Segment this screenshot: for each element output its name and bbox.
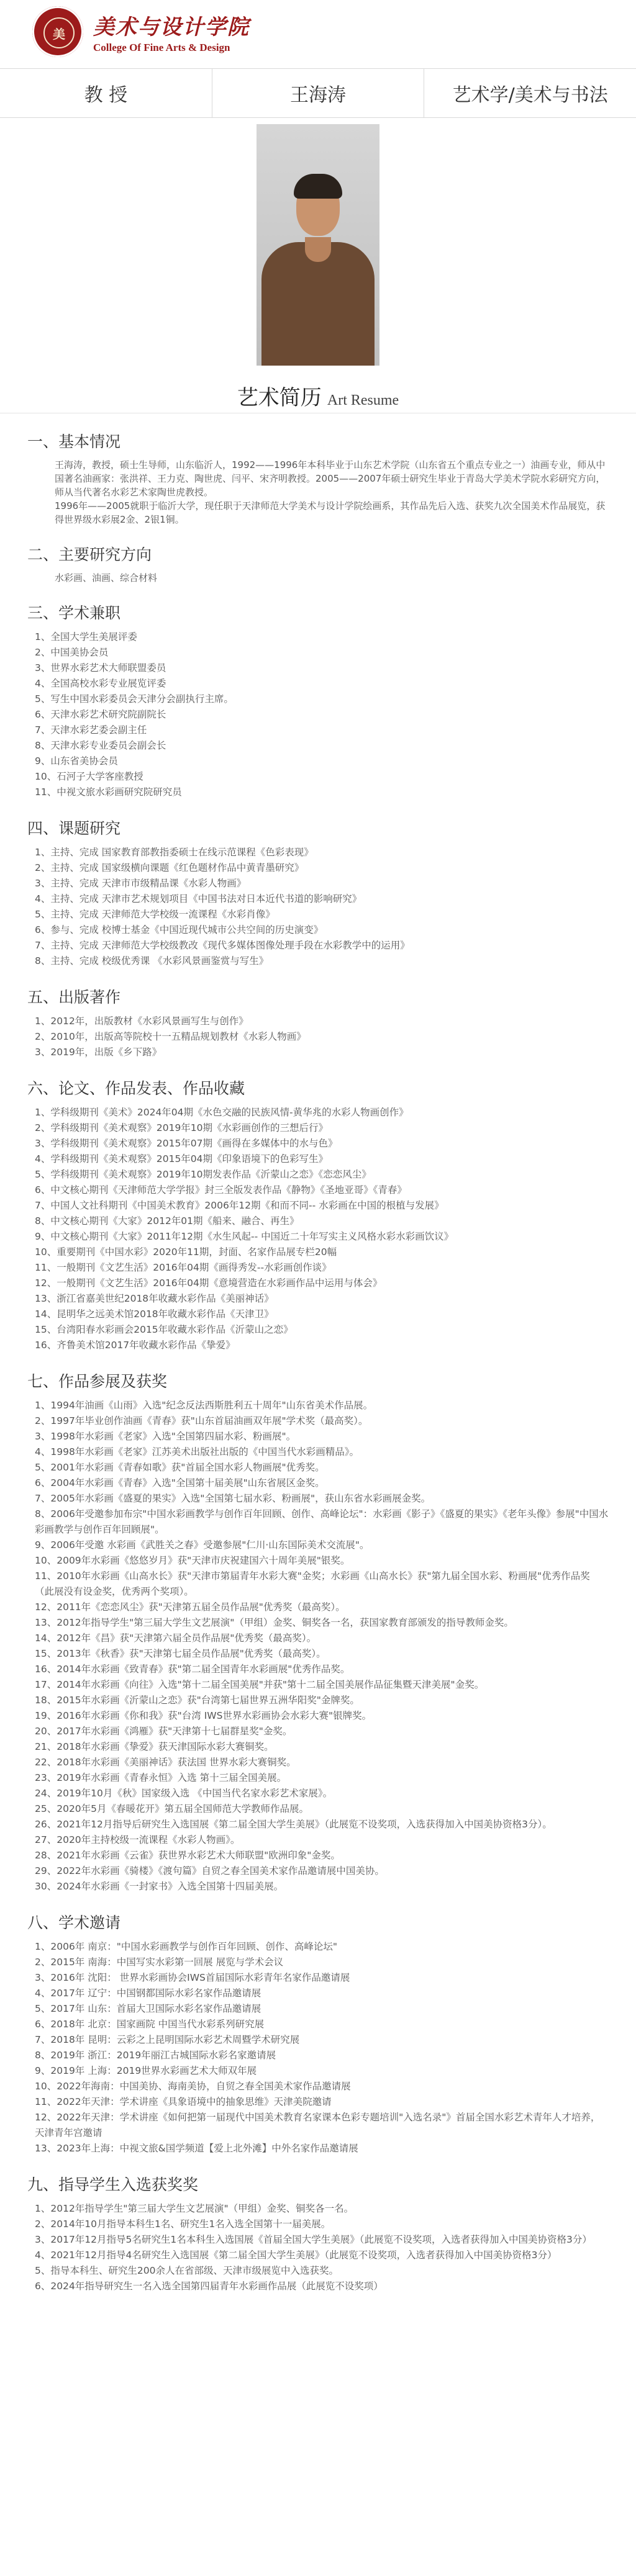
list-item: 12、一般期刊《文艺生活》2016年04期《意境营造在水彩画作品中运用与体会》	[35, 1277, 383, 1289]
list-item: 2、2010年，出版高等院校十一五精品规划教材《水彩人物画》	[35, 1031, 306, 1042]
list-item: 3、1998年水彩画《老家》入选"全国第四届水彩、粉画展"。	[35, 1431, 296, 1442]
list-item: 1、2012年，出版教材《水彩风景画写生与创作》	[35, 1016, 248, 1027]
list-item: 17、2014年水彩画《向往》入选"第十二届全国美展"并获"第十二届全国美展作品征集暨天津美展"金奖。	[35, 1679, 484, 1690]
list-item: 7、天津水彩艺委会副主任	[35, 724, 147, 736]
list-item: 1、1994年油画《山雨》入选"纪念反法西斯胜利五十周年"山东省美术作品展。	[35, 1400, 373, 1411]
name-cell: 王海涛	[212, 69, 425, 117]
list-item: 2、1997年毕业创作油画《青春》获"山东首届油画双年展"学术奖（最高奖）。	[35, 1415, 368, 1426]
list-item: 4、学科级期刊《美术观察》2015年04期《印象语境下的色彩写生》	[35, 1153, 329, 1164]
school-name-en: College Of Fine Arts & Design	[93, 41, 230, 53]
logo-text	[93, 10, 250, 54]
list-item: 9、2006年受邀 水彩画《武胜关之春》受邀参展"仁川·山东国际美术交流展"。	[35, 1539, 370, 1551]
section-title: 七、作品参展及获奖	[27, 1372, 168, 1390]
section-title: 八、学术邀请	[27, 1914, 121, 1932]
list-item: 1、学科级期刊《美术》2024年04期《水色交融的民族风情-黄华兆的水彩人物画创作》	[35, 1107, 409, 1118]
list-item: 10、重要期刊《中国水彩》2020年11期，封面、名家作品展专栏20幅	[35, 1246, 337, 1258]
list-item: 8、天津水彩专业委员会副会长	[35, 740, 166, 751]
portrait-container	[0, 124, 636, 366]
section-list	[27, 1014, 609, 1060]
list-item: 5、写生中国水彩委员会天津分会副执行主席。	[35, 693, 234, 705]
list-item: 18、2015年水彩画《沂蒙山之恋》获"台湾第七届世界五洲华阳奖"金牌奖。	[35, 1695, 360, 1706]
resume-heading	[0, 381, 636, 413]
list-item: 9、中文核心期刊《大家》2011年12期《水生风起-- 中国近二十年写实主义风格水彩水彩画饮议》	[35, 1231, 454, 1242]
section-list	[27, 1939, 609, 2156]
list-item: 13、浙江省嘉美世纪2018年收藏水彩作品《美丽神话》	[35, 1293, 274, 1304]
list-item: 29、2022年水彩画《骑楼》《渡句篇》自贸之春全国美术家作品邀请展中国美协。	[35, 1865, 384, 1876]
list-item: 5、学科级期刊《美术观察》2019年10期发表作品《沂蒙山之恋》《恋恋风尘》	[35, 1169, 371, 1180]
list-item: 2、主持、完成 国家级横向课题《红色题材作品中黄青墨研究》	[35, 862, 304, 873]
list-item: 8、2006年受邀参加布宗"中国水彩画教学与创作百年回顾、创作、高峰论坛"：水彩画《影子》《盛夏的果实》《老年头像》参展"中国水彩画教学与创作百年回顾展"。	[35, 1508, 609, 1535]
list-item: 4、2017年 辽宁：中国钢都国际水彩名家作品邀请展	[35, 1988, 261, 1999]
title-cell: 教 授	[0, 69, 212, 117]
section-list	[27, 2201, 609, 2294]
list-item: 11、中视文旅水彩画研究院研究员	[35, 786, 182, 798]
list-item: 25、2020年5月《春暖花开》第五届全国师范大学教师作品展。	[35, 1803, 309, 1814]
list-item: 4、1998年水彩画《老家》江苏美术出版社出版的《中国当代水彩画精品》。	[35, 1446, 360, 1457]
list-item: 5、主持、完成 天津师范大学校级一流课程《水彩肖像》	[35, 909, 275, 920]
list-item: 1、全国大学生美展评委	[35, 631, 137, 642]
list-item: 10、2022年海南：中国美协、海南美协，自贸之春全国美术家作品邀请展	[35, 2081, 351, 2092]
resume-content	[0, 430, 636, 2294]
school-logo[interactable]	[32, 6, 250, 57]
list-item: 8、主持、完成 校级优秀课 《水彩风景画鉴赏与写生》	[35, 955, 269, 966]
photo-hair	[294, 174, 342, 199]
list-item: 15、2013年《秋香》获"天津第七届全员作品展"优秀奖（最高奖）。	[35, 1648, 326, 1659]
section-title: 三、学术兼职	[27, 604, 121, 622]
section-title: 九、指导学生入选获奖奖	[27, 2176, 199, 2194]
list-item: 3、主持、完成 天津市市级精品课《水彩人物画》	[35, 878, 247, 889]
list-item: 19、2016年水彩画《你和我》获"台湾 IWS世界水彩画协会水彩大赛"银牌奖。	[35, 1710, 372, 1721]
list-item: 7、中国人文社科期刊《中国美术教育》2006年12期《和而不同-- 水彩画在中国的根植与发展》	[35, 1200, 444, 1211]
list-item: 3、学科级期刊《美术观察》2015年07期《画得在多媒体中的水与色》	[35, 1138, 338, 1149]
list-item: 2、2014年10月指导本科生1名、研究生1名入选全国第十一届美展。	[35, 2218, 331, 2230]
list-item: 16、齐鲁美术馆2017年收藏水彩作品《挚爱》	[35, 1340, 235, 1351]
list-item: 13、2023年上海：中视文旅&国学频道【爱上北外滩】中外名家作品邀请展	[35, 2143, 358, 2154]
list-item: 2、学科级期刊《美术观察》2019年10期《水彩画创作的三想后行》	[35, 1122, 329, 1133]
section-title: 一、基本情况	[27, 433, 121, 451]
list-item: 23、2019年水彩画《青春永恒》入选 第十三届全国美展。	[35, 1772, 287, 1783]
section-list	[27, 1398, 609, 1894]
list-item: 10、石河子大学客座教授	[35, 771, 143, 782]
list-item: 8、中文核心期刊《大家》2012年01期《船来、融合、再生》	[35, 1215, 299, 1227]
section-list	[27, 845, 609, 969]
list-item: 1、2006年 南京："中国水彩画教学与创作百年回顾、创作、高峰论坛"	[35, 1941, 337, 1952]
list-item: 10、2009年水彩画《悠悠岁月》获"天津市庆祝建国六十周年美展"银奖。	[35, 1555, 350, 1566]
list-item: 11、2022年天津：学术讲座《具象语境中的抽象思维》天津美院邀请	[35, 2096, 332, 2107]
section-title: 五、出版著作	[27, 988, 121, 1006]
photo-collar	[305, 237, 331, 262]
list-item: 7、2018年 昆明：云彩之上昆明国际水彩艺术周暨学术研究展	[35, 2034, 300, 2045]
list-item: 12、2011年《恋恋风尘》获"天津第五届全员作品展"优秀奖（最高奖）。	[35, 1601, 345, 1613]
list-item: 5、2017年 山东：首届大卫国际水彩名家作品邀请展	[35, 2003, 261, 2014]
list-item: 27、2020年主持校级一流课程《水彩人物画》。	[35, 1834, 240, 1845]
portrait-photo	[257, 124, 379, 366]
list-item: 3、2017年12月指导5名研究生1名本科生入选国展《首届全国大学生美展》（此展览不设奖项，入选者获得加入中国美协资格3分）	[35, 2234, 592, 2245]
list-item: 4、2021年12月指导4名研究生入选国展《第二届全国大学生美展》（此展览不设奖项，入选者获得加入中国美协资格3分）	[35, 2249, 557, 2261]
section-list	[27, 629, 609, 800]
list-item: 1、2012年指导学生"第三届大学生文艺展演"（甲组）金奖、铜奖各一名。	[35, 2203, 354, 2214]
list-item: 22、2018年水彩画《美丽神话》获法国 世界水彩大赛铜奖。	[35, 1757, 296, 1768]
list-item: 6、天津水彩艺术研究院副院长	[35, 709, 166, 720]
site-header	[0, 0, 636, 69]
list-item: 24、2019年10月《秋》国家级入选 《中国当代名家水彩艺术家展》。	[35, 1788, 333, 1799]
list-item: 30、2024年水彩画《一封家书》入选全国第十四届美展。	[35, 1881, 284, 1892]
list-item: 3、2016年 沈阳： 世界水彩画协会IWS首届国际水彩青年名家作品邀请展	[35, 1972, 350, 1983]
seal-icon	[32, 6, 83, 57]
list-item: 7、2005年水彩画《盛夏的果实》入选"全国第七届水彩、粉画展"，获山东省水彩画展金奖。	[35, 1493, 431, 1504]
list-item: 3、2019年，出版《乡下路》	[35, 1047, 162, 1058]
seal-mark: 美	[43, 17, 75, 48]
list-item: 1、主持、完成 国家教育部教指委硕士在线示范课程《色彩表现》	[35, 847, 314, 858]
list-item: 4、主持、完成 天津市艺术规划项目《中国书法对日本近代书道的影响研究》	[35, 893, 362, 904]
section-title: 四、课题研究	[27, 819, 121, 837]
list-item: 12、2022年天津：学术讲座《如何把第一届现代中国美术教育名家课本色彩专题培训"入选名录"》首届全国水彩艺术青年人才培养，天津青年宫邀请	[35, 2112, 601, 2138]
list-item: 3、世界水彩艺术大师联盟委员	[35, 662, 166, 673]
section-paragraph: 1996年——2005就职于临沂大学，现任职于天津师范大学美术与设计学院绘画系，其作品先后入选、获奖九次全国美术作品展览，获得世界级水彩展2金、2银1铜。	[55, 500, 606, 525]
list-item: 9、山东省美协会员	[35, 755, 118, 767]
section-paragraph: 王海涛，教授，硕士生导师，山东临沂人，1992——1996年本科毕业于山东艺术学院（山东省五个重点专业之一）油画专业，师从中国著名油画家：张洪祥、王力克、陶世虎、闫平、宋齐明教授。2005——2007年硕士研究生毕业于青岛大学美术学院水彩研究方向，师从当代著名水彩艺术家陶世虎教授。	[55, 459, 606, 498]
list-item: 11、2010年水彩画《山高水长》获"天津市第届青年水彩大赛"金奖；水彩画《山高水长》获"第九届全国水彩、粉画展"优秀作品奖（此展没有设金奖，优秀两个奖项）。	[35, 1570, 590, 1597]
list-item: 20、2017年水彩画《鸿雁》获"天津第十七届群星奖"金奖。	[35, 1726, 293, 1737]
list-item: 6、2004年水彩画《青春》入选"全国第十届美展"山东省展区金奖。	[35, 1477, 325, 1488]
list-item: 6、2024年指导研究生一名入选全国第四届青年水彩画作品展（此展览不设奖项）	[35, 2281, 383, 2292]
resume-title-en: Art Resume	[327, 392, 399, 408]
list-item: 26、2021年12月指导后研究生入选国展《第二届全国大学生美展》（此展览不设奖项，入选获得加入中国美协资格3分）。	[35, 1819, 552, 1830]
discipline-cell: 艺术学/美术与书法	[452, 84, 608, 106]
list-item: 8、2019年 浙江：2019年丽江古城国际水彩名家邀请展	[35, 2050, 276, 2061]
profile-info-bar	[0, 69, 636, 118]
list-item: 2、中国美协会员	[35, 647, 109, 658]
list-item: 9、2019年 上海：2019世界水彩画艺术大师双年展	[35, 2065, 257, 2076]
list-item: 6、参与、完成 校博士基金《中国近现代城市公共空间的历史演变》	[35, 924, 324, 935]
list-item: 11、一般期刊《文艺生活》2016年04期《画得秀发--水彩画创作谈》	[35, 1262, 332, 1273]
list-item: 13、2012年指导学生"第三届大学生文艺展演"（甲组）金奖、铜奖各一名，获国家教育部颁发的指导教师金奖。	[35, 1617, 514, 1628]
list-item: 14、2012年《昌》获"天津第六届全员作品展"优秀奖（最高奖）。	[35, 1633, 317, 1644]
section-list	[27, 1105, 609, 1353]
list-item: 5、2001年水彩画《青春如歌》获"首届全国水彩人物画展"优秀奖。	[35, 1462, 325, 1473]
resume-title-cn: 艺术简历	[237, 385, 322, 410]
list-item: 14、昆明华之远美术馆2018年收藏水彩作品《天津卫》	[35, 1308, 274, 1320]
section-paragraph: 水彩画、油画、综合材料	[55, 572, 158, 583]
list-item: 15、台湾阳春水彩画会2015年收藏水彩作品《沂蒙山之恋》	[35, 1324, 293, 1335]
list-item: 28、2021年水彩画《云雀》获世界水彩艺术大师联盟"欧洲印象"金奖。	[35, 1850, 340, 1861]
list-item: 4、全国高校水彩专业展览评委	[35, 678, 166, 689]
list-item: 7、主持、完成 天津师范大学校级教改《现代多媒体图像处理手段在水彩教学中的运用》	[35, 940, 410, 951]
section-title: 六、论文、作品发表、作品收藏	[27, 1079, 245, 1097]
list-item: 2、2015年 南海：中国写实水彩第一回展 展览与学术会议	[35, 1957, 284, 1968]
list-item: 21、2018年水彩画《挚爱》获天津国际水彩大赛铜奖。	[35, 1741, 274, 1752]
list-item: 6、中文核心期刊《天津师范大学学报》封三全版发表作品《静物》《圣地亚哥》《青春》	[35, 1184, 407, 1196]
list-item: 5、指导本科生、研究生200余人在省部级、天津市级展览中入选获奖。	[35, 2265, 338, 2276]
section-title: 二、主要研究方向	[27, 546, 152, 564]
school-name-cn: 美术与设计学院	[93, 14, 250, 40]
list-item: 16、2014年水彩画《致青春》获"第二届全国青年水彩画展"优秀作品奖。	[35, 1664, 350, 1675]
list-item: 6、2018年 北京：国家画院 中国当代水彩系列研究展	[35, 2019, 265, 2030]
